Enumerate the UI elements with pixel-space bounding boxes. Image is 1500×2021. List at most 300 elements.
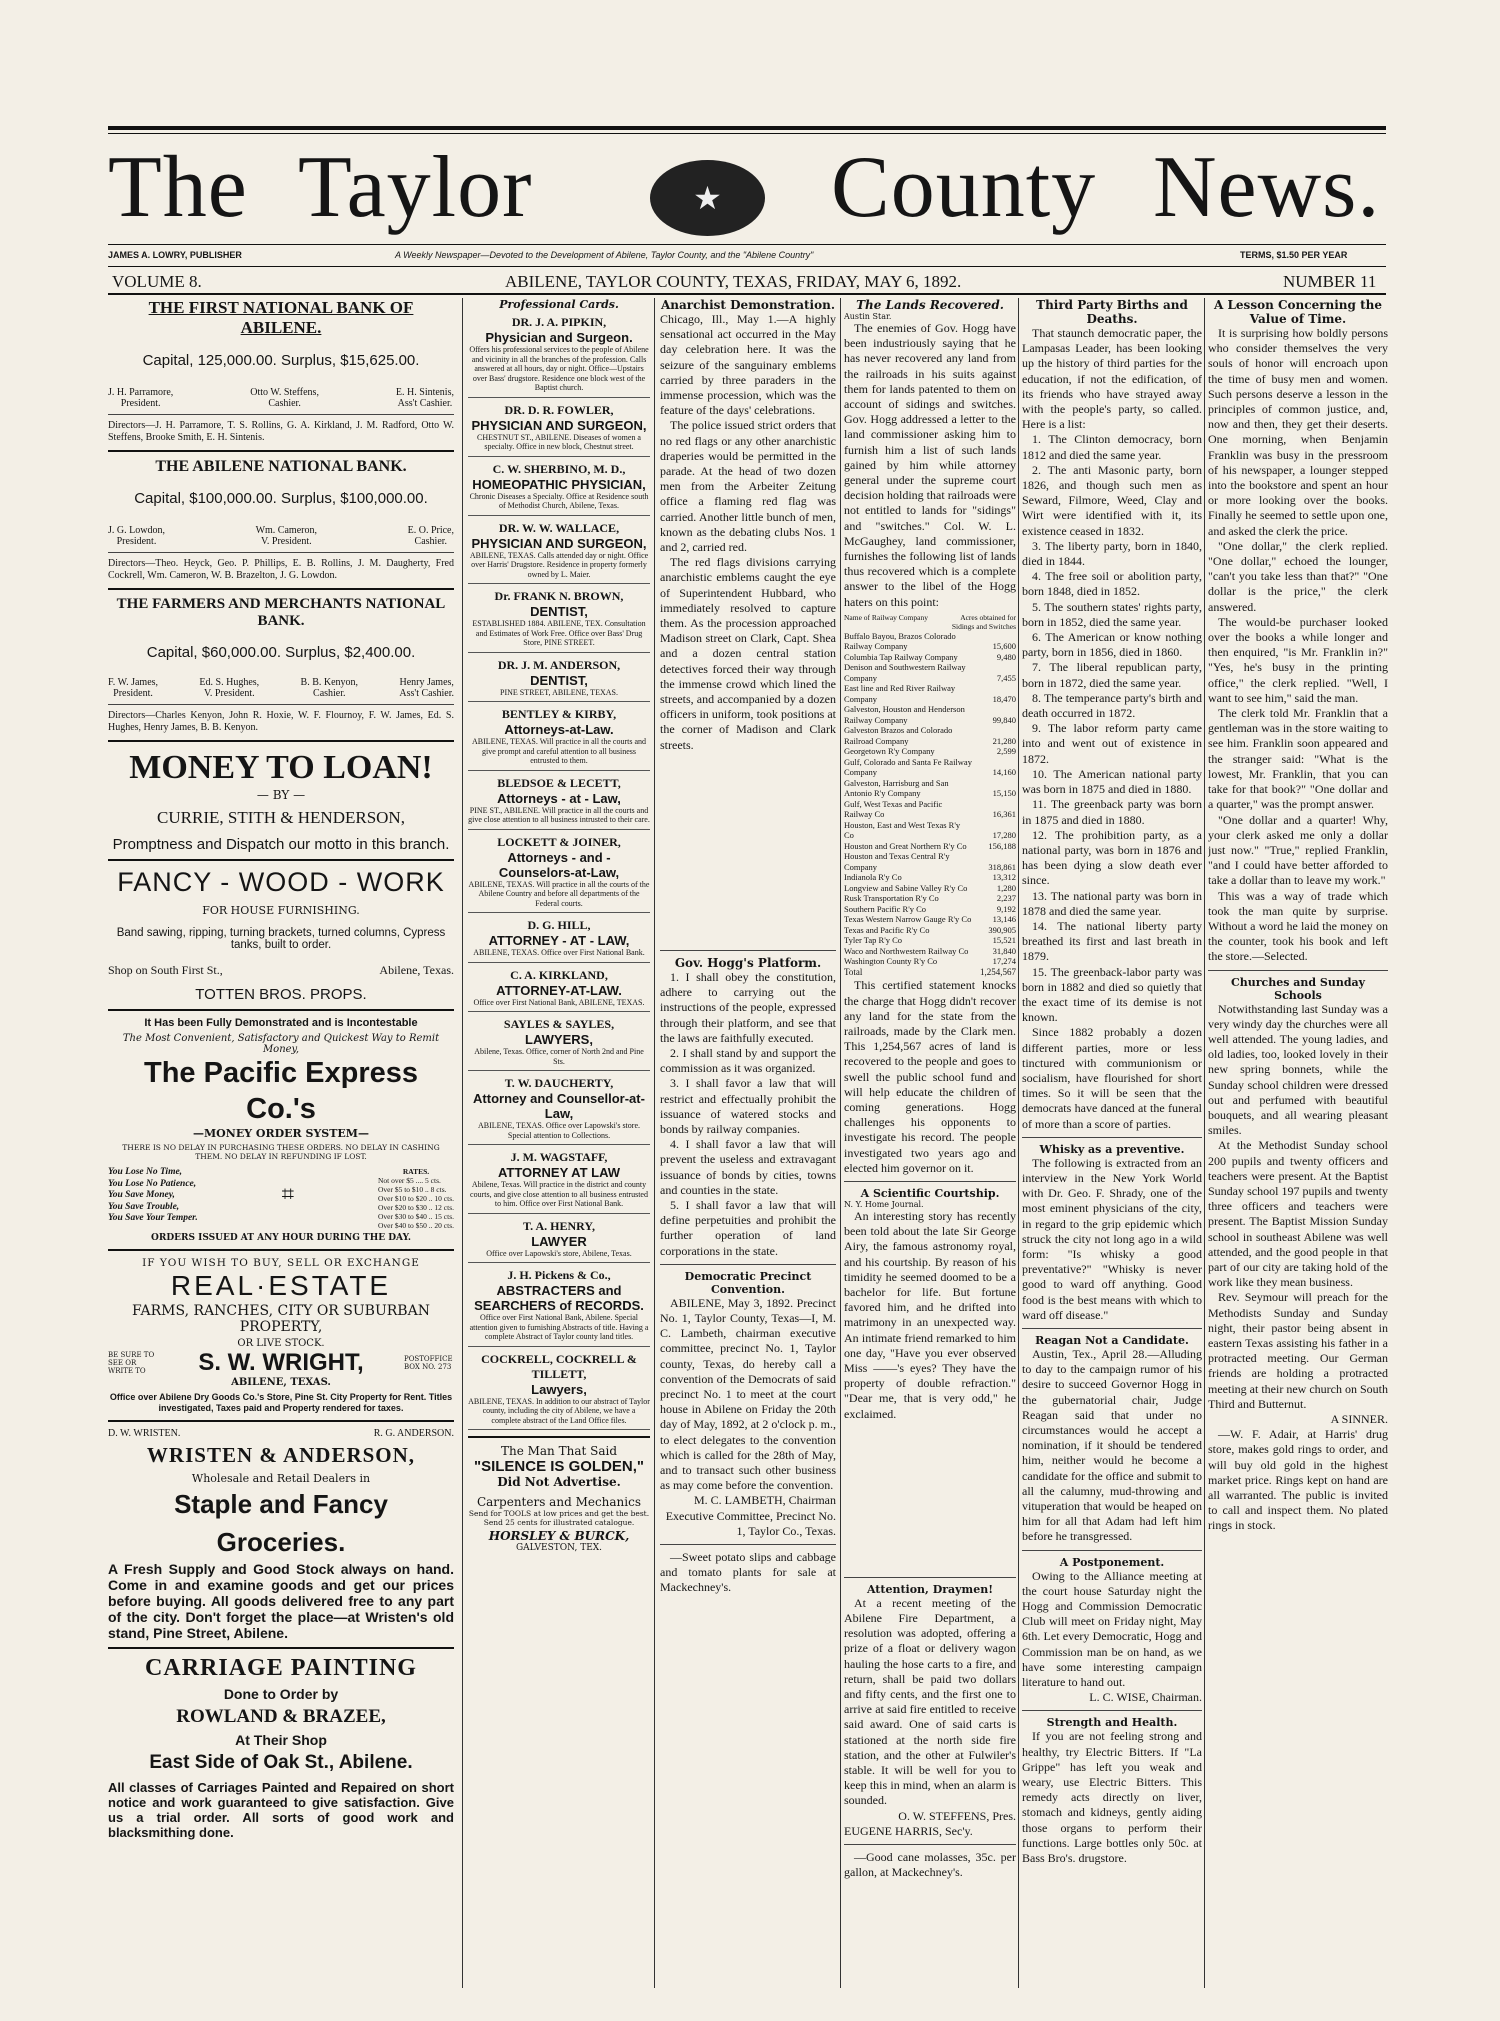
bank2-directors: Directors—Theo. Heyck, Geo. P. Phillips, E. B. Rollins, J. M. Daugherty, Fred Cockrell, Wm. Cameron, W. B. Brazelton, J. G. Lowdon. (108, 558, 454, 581)
card-title: HOMEOPATHIC PHYSICIAN, (472, 476, 646, 492)
rate-line: Over $5 to $10 .. 8 cts. (377, 1185, 447, 1194)
volume-label: VOLUME 8. (112, 272, 202, 291)
realestate-live: OR LIVE STOCK. (237, 1338, 325, 1349)
courtship-body: An interesting story has recently been told about the late Sir George Airy, the famous astronomy royal, and his courtship. By reason of his timidity he seemed doomed to be a bachelor for life. But fortune favored him, and he drifted into matrimony in an unexpected way. An intimate friend remarked to him one day, "Have you ever observed Miss ——'s eyes? They have the property of double refraction." "Dear me, that is very odd," he exclaimed. (844, 1209, 1016, 1421)
rate-line: Over $30 to $40 .. 15 cts. (377, 1212, 454, 1221)
masthead-bottom-rule (108, 244, 1386, 245)
grocery-owners (108, 1428, 454, 1439)
divider (844, 1181, 1016, 1182)
card-name: COCKRELL, COCKRELL & TILLETT, (481, 1351, 637, 1381)
acres-value: 9,480 (996, 651, 1016, 662)
table-row (844, 851, 1016, 872)
churches-p2: At the Methodist Sunday school 200 pupils and twenty officers and teachers were present. At the Baptist Sunday school 197 pupils and twenty three officers and teachers were present. The Baptist Mission Sunday school in southeast Abilene was well attended, and the good people in that part of our city are taking hold of the work like they mean business. (1208, 1138, 1388, 1290)
acres-value: 7,455 (996, 672, 1016, 683)
strength-headline: Strength and Health. (1046, 1716, 1178, 1730)
table-row (844, 757, 1016, 778)
card-title: PHYSICIAN AND SURGEON, (471, 417, 647, 433)
masthead-top-rule (108, 126, 1386, 130)
bank3-capital: Capital, $60,000.00. Surplus, $2,400.00. (146, 644, 416, 661)
churches-signature: A SINNER. (1330, 1412, 1388, 1427)
column-rule (462, 298, 463, 1988)
rate-line: Not over $5 .... 5 cts. (377, 1176, 441, 1185)
officer-name: B. B. Kenyon, (300, 677, 359, 688)
list-item: 5. The southern states' rights party, born in 1852, died the same year. (1022, 599, 1202, 629)
acres-value: 15,521 (992, 935, 1016, 946)
lesson-p2: "One dollar," the clerk replied. "One dollar," echoed the lounger, "can't you take less than that?" "One dollar is the price," the clerk answered. (1208, 538, 1388, 614)
card-name: BENTLEY & KIRBY, (501, 707, 617, 721)
publisher-line: JAMES A. LOWRY, PUBLISHER (108, 250, 242, 260)
professional-cards-heading: Professional Cards. (499, 298, 619, 311)
officer-name: J. H. Parramore, (108, 387, 174, 398)
card-body: CHESTNUT ST., ABILENE. Diseases of women a specialty. Office in new block, Chestnut street. (477, 432, 641, 451)
bank2-officers (108, 525, 454, 547)
list-item: 14. The national liberty party breathed its first and last breath in 1879. (1022, 918, 1202, 964)
money-motto: Promptness and Dispatch our motto in this branch. (112, 836, 450, 853)
tagline: A Weekly Newspaper—Devoted to the Development of Abilene, Taylor County, and the "Abilene Country" (395, 250, 814, 260)
card-title: DENTIST, (530, 604, 588, 619)
professional-card (468, 918, 650, 963)
card-title: PHYSICIAN AND SURGEON, (471, 535, 647, 551)
divider (1022, 1137, 1202, 1138)
terms-line: TERMS, $1.50 PER YEAR (1240, 250, 1348, 260)
carriage-body: All classes of Carriages Painted and Repaired on short notice and work guaranteed to give satisfaction. Give us a trial order. All sorts of good work and blacksmithing done. (108, 1780, 454, 1840)
card-body: ABILENE, TEXAS. Will practice in all the courts and give prompt and careful attention to all business entrusted to them. (471, 737, 646, 765)
card-body: Abilene, Texas. Will practice in the district and county courts, and give close attention to all business entrusted to him. Office over First National Bank. (470, 1180, 648, 1208)
railway-name: Houston, East and West Texas R'y Co (844, 819, 961, 841)
table-row (844, 914, 1016, 925)
bank1-capital: Capital, 125,000.00. Surplus, $15,625.00. (142, 352, 420, 369)
professional-card (468, 968, 650, 1013)
table-row (844, 820, 1016, 841)
lands-source: Austin Star. (844, 312, 892, 321)
dateline-top-rule (108, 266, 1386, 267)
card-body: ESTABLISHED 1884. ABILENE, TEX. Consultation and Estimates of Work Free. Office over Bass' Drug Store, PINE STREET. (472, 619, 646, 647)
grocery-headline: Staple and Fancy Groceries. (174, 1489, 388, 1557)
rates-label: RATES. (402, 1167, 430, 1176)
divider (108, 740, 454, 742)
carriage-headline: CARRIAGE PAINTING (145, 1655, 417, 1681)
table-row (844, 799, 1016, 820)
lesson-p4: The clerk told Mr. Franklin that a gentleman was in the store waiting to see him. Franklin soon appeared and the stranger said: "What is the lowest, Mr. Franklin, that you can take for that book?" "One dollar and a quarter," was the prompt answer. (1208, 706, 1388, 812)
card-body: Chronic Diseases a Specialty. Office at Residence south of Methodist Church, Abilene, Texas. (469, 491, 649, 510)
divider (108, 1647, 454, 1649)
lattice-ornament-icon: ⌗ (281, 1182, 295, 1207)
benefit-line: You Save Your Temper. (108, 1213, 198, 1223)
wood-shop (108, 963, 454, 978)
card-body: PINE STREET, ABILENE, TEXAS. (500, 687, 618, 697)
railway-name: East line and Red River Railway Company (844, 683, 956, 704)
railway-name: Southern Pacific R'y Co (844, 903, 927, 914)
divider (108, 859, 454, 861)
acres-value: 99,840 (992, 714, 1016, 725)
list-item: 6. The American or know nothing party, born in 1856, died in 1860. (1022, 630, 1202, 660)
wood-props: TOTTEN BROS. PROPS. (195, 986, 367, 1003)
card-name: D. G. HILL, (527, 918, 591, 932)
lands-p2: This certified statement knocks the charge that Hogg didn't recover any land for the state from the railroads, made by the Clark men. This 1,254,567 acres of land is recovered to the people and goes to swell the public school fund and will help educate the children of coming generations. Hogg challenges his opponents to investigate his record. The people investigated two years ago and elected him governor on it. (844, 978, 1016, 1175)
third-party-conclusion: Since 1882 probably a dozen different parties, more or less tinctured with communionism or socialism, have flourished for short times. So it will be seen that the democrats have danced at the funeral of more than a score of parties. (1022, 1025, 1202, 1131)
professional-card (468, 1150, 650, 1214)
hogg-p4: 4. I shall favor a law that will prevent the useless and extravagant issuance of bonds by cities, towns and counties in the state. (660, 1137, 836, 1197)
lands-p1: The enemies of Gov. Hogg have been industriously saying that he has never recovered any land from the railroads in his suits against them for lands patented to them on account of sidings and switches. Gov. Hogg addressed a letter to the land commissioner asking him to furnish him a list of such lands gained by him while attorney general under the supreme court decision holding that railroads were not entitled to lands for "sidings" and "switches." Col. W. L. McGaughey, land commissioner, furnishes the following list of lands thus recovered which is a complete answer to the libel of the Hogg haters on this point: (844, 321, 1016, 609)
card-name: DR. J. M. ANDERSON, (497, 657, 621, 672)
masthead-word-news: News. (1153, 139, 1381, 236)
acres-value: 31,840 (992, 945, 1016, 956)
officer-title: Ass't Cashier. (399, 688, 454, 699)
column-4-news (844, 298, 1016, 1988)
carriage-firm: ROWLAND & BRAZEE, (176, 1706, 386, 1727)
bank2-capital: Capital, $100,000.00. Surplus, $100,000.00. (134, 490, 428, 507)
masthead-word-the: The (108, 139, 248, 236)
card-body: PINE ST., ABILENE. Will practice in all the courts and give close attention to all business intrusted to their care. (468, 805, 650, 824)
divider (660, 950, 836, 951)
benefit-line: You Lose No Patience, (108, 1178, 197, 1189)
rate-line: Over $10 to $20 .. 10 cts. (377, 1194, 454, 1203)
column-rule (1204, 298, 1205, 1988)
divider (1022, 1710, 1202, 1711)
masthead-word-taylor: Taylor (298, 139, 533, 236)
list-item: 10. The American national party was born in 1875 and died in 1880. (1022, 766, 1202, 797)
card-title: LAWYERS, (525, 1032, 593, 1047)
professional-card (468, 462, 650, 516)
realestate-right: POSTOFFICE BOX NO. 273 (403, 1355, 453, 1371)
express-issued: ORDERS ISSUED AT ANY HOUR DURING THE DAY. (151, 1233, 411, 1243)
column-6-news (1208, 298, 1388, 1988)
hogg-p3: 3. I shall favor a law that will restrict and effectually prohibit the issuance of watered stocks and bonds by railway companies. (660, 1076, 836, 1136)
acres-value: 17,274 (992, 956, 1016, 967)
money-firm: CURRIE, STITH & HENDERSON, (157, 808, 405, 827)
railway-name: Georgetown R'y Company (844, 746, 935, 757)
acres-value: 13,146 (992, 914, 1016, 925)
divider (1022, 1328, 1202, 1329)
bank1-name: THE FIRST NATIONAL BANK OF ABILENE. (148, 298, 414, 337)
lands-table-head-name: Name of Railway Company (844, 612, 928, 622)
divider (468, 1436, 650, 1438)
churches-p1: Notwithstanding last Sunday was a very windy day the churches were all well attended. The young ladies, and old ladies, too, looked lovely in their new spring bonnets, while the Sunday school children were dressed out and perfumed with beautiful bouquets, and all wearing pleasant smiles. (1208, 1001, 1388, 1138)
acres-value: 9,192 (996, 903, 1016, 914)
carriage-done: Done to Order by (223, 1686, 339, 1702)
hogg-p2: 2. I shall stand by and support the commission as it was organized. (660, 1045, 836, 1076)
reagan-headline: Reagan Not a Candidate. (1035, 1334, 1189, 1347)
express-name: The Pacific Express Co.'s (143, 1057, 419, 1125)
table-row (844, 746, 1016, 757)
list-item: 4. The free soil or abolition party, born 1848, died in 1852. (1022, 569, 1202, 599)
hogg-p5: 5. I shall favor a law that will define perpetuities and prohibit the further operation of land corporations in the state. (660, 1197, 836, 1258)
carpenters-body: Send for TOOLS at low prices and get the best. Send 25 cents for illustrated catalogue. (468, 1509, 650, 1527)
masthead-top-rule-thin (108, 133, 1386, 134)
railway-name: Tyler Tap R'y Co (844, 935, 903, 946)
railway-name: Washington County R'y Co (844, 956, 938, 967)
acres-value: 1,280 (996, 882, 1016, 893)
card-title: Physician and Surgeon. (485, 330, 633, 345)
acres-value: 318,861 (988, 861, 1016, 872)
divider (844, 1577, 1016, 1578)
column-3-news (660, 298, 836, 1988)
realestate-name: S. W. WRIGHT, (198, 1349, 364, 1376)
grocery-owner-right: R. G. ANDERSON. (373, 1428, 454, 1439)
wood-shop-city: Abilene, Texas. (379, 963, 454, 977)
lands-table (844, 631, 1016, 967)
card-name: T. A. HENRY, (523, 1218, 595, 1233)
postponement-body: Owing to the Alliance meeting at the court house Saturday night the Hogg and Commission Democratic Club will meet on Friday night, May 6th. Let every Democratic, Hogg and Commission man be on hand, as we have some interesting campaign literature to hand out. (1022, 1568, 1202, 1690)
card-body: ABILENE, TEXAS. Office over First National Bank. (473, 948, 645, 957)
carpenters: Carpenters and Mechanics (476, 1495, 642, 1509)
article-continuation (660, 753, 836, 945)
lesson-p6: This was a way of trade which took the man quite by surprise. Without a word he laid the money on the counter, took his book and left the store.—Selected. (1208, 888, 1388, 964)
divider (108, 1009, 454, 1011)
benefit-line: You Save Money, (108, 1190, 175, 1200)
dateline: ABILENE, TAYLOR COUNTY, TEXAS, FRIDAY, MAY 6, 1892. (505, 272, 962, 291)
card-title: Attorneys-at-Law. (504, 722, 614, 737)
officer-name: Henry James, (399, 677, 454, 688)
railway-name: Galveston, Harrisburg and San Antonio R'y Company (844, 777, 949, 799)
express-system: —MONEY ORDER SYSTEM— (193, 1127, 369, 1140)
lands-table-head-acres: Acres obtained for Sidings and Switches (951, 612, 1016, 631)
acres-value: 2,599 (996, 746, 1016, 757)
acres-value: 15,600 (992, 641, 1016, 652)
horsley-city: GALVESTON, TEX. (515, 1543, 603, 1553)
card-body: Offers his professional services to the people of Abilene and vicinity in all the branches of the profession. Calls answered at all hours, day or night. Office—Upstairs over Bass' drugstore. Residence one block west of the Baptist church. (469, 345, 649, 392)
lands-total (844, 967, 1016, 979)
railway-name: Rusk Transportation R'y Co (844, 893, 939, 904)
hogg-platform-headline: Gov. Hogg's Platform. (674, 955, 822, 970)
card-body: Office over First National Bank, Abilene. Special attention given to furnishing Abstracts of title. Having a complete Abstract of Taylor county land titles. (469, 1313, 649, 1341)
realestate-kinds: FARMS, RANCHES, CITY OR SUBURBAN PROPERTY, (132, 1303, 430, 1335)
officer-name: F. W. James, (108, 677, 159, 688)
bank3-officers (108, 677, 454, 699)
officer-title: Cashier. (268, 398, 301, 409)
table-row (844, 841, 1016, 852)
draymen-sig2: EUGENE HARRIS, Sec'y. (844, 1823, 973, 1838)
express-rates (378, 1167, 454, 1230)
officer-title: Ass't Cashier. (397, 398, 453, 409)
card-name: LOCKETT & JOINER, (497, 834, 621, 849)
money-by: — BY — (256, 788, 306, 802)
anarchist-p3: The red flags divisions carrying anarchistic emblems caught the eye of Superintendent Hubbard, who immediately resolved to capture them. As the procession approached Madison street on Clark, Capt. Shea and a dozen central station detectives forced their way through the immense crowd which lined the streets, and accompanied by a dozen officers in uniform, took positions at the corner of Madison and Clark streets. (660, 555, 836, 752)
railway-name: Indianola R'y Co (844, 872, 902, 883)
railway-name: Texas Western Narrow Gauge R'y Co (844, 914, 972, 925)
divider (108, 1420, 454, 1422)
railway-name: Houston and Texas Central R'y Company (844, 851, 950, 872)
wood-sub: FOR HOUSE FURNISHING. (202, 904, 360, 917)
grocery-body: A Fresh Supply and Good Stock always on hand. Come in and examine goods and get our prices before buying. All goods delivered free to any part of the city. Don't forget the place—at Wristen's old stand, Pine Street, Abilene. (108, 1561, 454, 1641)
express-convenient: The Most Convenient, Satisfactory and Quickest Way to Remit Money, (122, 1033, 440, 1055)
railway-name: Galveston, Houston and Henderson Railway Company (844, 704, 965, 725)
officer-name: J. G. Lowdon, (108, 525, 165, 536)
card-title: LAWYER (531, 1233, 587, 1249)
professional-card (468, 1219, 650, 1264)
card-name: DR. J. A. PIPKIN, (511, 315, 607, 329)
professional-card (468, 1352, 650, 1431)
professional-card (468, 521, 650, 585)
whisky-headline: Whisky as a preventive. (1039, 1142, 1185, 1156)
express-benefits (108, 1167, 198, 1230)
table-row (844, 872, 1016, 883)
railway-name: Texas and Pacific R'y Co (844, 924, 930, 935)
railway-name: Columbia Tap Railway Company (844, 651, 958, 662)
professional-card (468, 589, 650, 653)
acres-value: 390,905 (988, 924, 1016, 935)
article-continuation (844, 1422, 1016, 1572)
realestate-left: BE SURE TO SEE OR WRITE TO (108, 1351, 155, 1375)
third-party-headline: Third Party Births and Deaths. (1036, 298, 1188, 326)
list-item: 12. The prohibition party, as a national party, was born in 1876 and has been dying a slow death ever since. (1022, 827, 1202, 888)
realestate-wish: IF YOU WISH TO BUY, SELL OR EXCHANGE (142, 1257, 420, 1269)
convention-body: ABILENE, May 3, 1892. Precinct No. 1, Taylor County, Texas—I, M. C. Lambeth, chairman executive committee, precinct No. 1, Taylor county, Texas, do hereby call a convention of the Democrats of said precinct No. 1 to meet at the court house in Abilene on Friday the 20th day of May, 1892, at 2 o'clock p. m., to elect delegates to the convention which is called for the 28th of May, and to transact such other business as may come before the convention. (660, 1295, 836, 1493)
officer-title: President. (116, 536, 157, 547)
divider (108, 450, 454, 452)
table-row (844, 935, 1016, 946)
sweet-potato-notice: —Sweet potato slips and cabbage and tomato plants for sale at Mackechney's. (660, 1550, 836, 1595)
list-item: 8. The temperance party's birth and death occurred in 1872. (1022, 690, 1202, 721)
divider (108, 1249, 454, 1251)
table-row (844, 925, 1016, 936)
acres-value: 15,150 (992, 788, 1016, 799)
railway-name: Galveston Brazos and Colorado Railroad Company (844, 725, 953, 746)
card-title: Attorneys - and - Counselors-at-Law, (498, 849, 620, 880)
professional-card (468, 1017, 650, 1071)
table-row (844, 704, 1016, 725)
grocery-owner-left: D. W. WRISTEN. (108, 1428, 181, 1439)
card-title: DENTIST, (530, 672, 588, 688)
money-to-loan-headline: MONEY TO LOAN! (129, 749, 433, 786)
column-rule (654, 298, 655, 1988)
realestate-office: Office over Abilene Dry Goods Co.'s Store, Pine St. City Property for Rent. Titles investigated, Taxes paid and Property rendered for taxes. (109, 1392, 453, 1413)
card-title: Attorney and Counsellor-at-Law, (473, 1091, 645, 1121)
officer-name: Wm. Cameron, (255, 525, 317, 536)
card-name: BLEDSOE & LECETT, (497, 775, 621, 790)
realestate-headline: REAL·ESTATE (170, 1270, 392, 1301)
issue-number: NUMBER 11 (1283, 272, 1377, 291)
acres-value: 156,188 (988, 840, 1016, 851)
column-rule (1018, 298, 1019, 1988)
realestate-city: ABILENE, TEXAS. (231, 1377, 331, 1388)
card-body: ABILENE, TEXAS. Calls attended day or night. Office over Harris' Drugstore. Residence in property formerly owned by L. Maier. (469, 550, 649, 579)
table-row (844, 893, 1016, 904)
railway-name: Denison and Southwestern Railway Company (844, 662, 966, 683)
lesson-p5: "One dollar and a quarter! Why, your clerk asked me only a dollar just now." "True," replied Franklin, "and I could have better afforded to take a dollar than to leave my work." (1208, 812, 1388, 888)
horsley-firm: HORSLEY & BURCK, (488, 1529, 630, 1543)
bank3-name: THE FARMERS AND MERCHANTS NATIONAL BANK. (116, 596, 446, 629)
third-party-list (1022, 432, 1202, 1025)
benefit-line: You Lose No Time, (108, 1167, 183, 1177)
card-body: ABILENE, TEXAS. Office over Lapowski's store. Special attention to Collections. (477, 1121, 640, 1140)
table-row (844, 662, 1016, 683)
texas-star-seal-icon: ★ (650, 160, 765, 236)
convention-headline: Democratic Precinct Convention. (684, 1269, 812, 1296)
professional-card (468, 1076, 650, 1145)
masthead-word-county: County (831, 139, 1097, 236)
column-rule (840, 298, 841, 1988)
list-item: 13. The national party was born in 1878 and died the same year. (1022, 888, 1202, 918)
officer-name: E. H. Sintenis, (395, 387, 454, 398)
express-demo: It Has been Fully Demonstrated and is Incontestable (144, 1017, 418, 1029)
convention-signature: M. C. LAMBETH, Chairman Executive Committee, Precinct No. 1, Taylor Co., Texas. (665, 1493, 836, 1538)
railway-name: Waco and Northwestern Railway Co (844, 945, 969, 956)
bank2-name: THE ABILENE NATIONAL BANK. (155, 458, 407, 475)
card-title: ATTORNEY-AT-LAW. (496, 982, 622, 998)
table-row (844, 946, 1016, 957)
rate-line: Over $20 to $30 .. 12 cts. (377, 1203, 454, 1212)
professional-card (468, 776, 650, 830)
list-item: 15. The greenback-labor party was born in 1882 and died so quietly that the exact time of its demise is not known. (1022, 964, 1202, 1025)
card-body: Abilene, Texas. Office, corner of North 2nd and Pine Sts. (474, 1047, 644, 1066)
officer-title: V. President. (260, 536, 312, 547)
list-item: 1. The Clinton democracy, born 1812 and died the same year. (1022, 432, 1202, 462)
postponement-headline: A Postponement. (1059, 1555, 1165, 1569)
dateline-bottom-rule (108, 293, 1386, 295)
third-party-intro: That staunch democratic paper, the Lampasas Leader, has been looking up the history of third parties for the education, if not the edification, of its friends who have strayed away with the people's party, so called. Here is a list: (1022, 326, 1202, 432)
card-name: J. H. Pickens & Co., (507, 1268, 611, 1282)
acres-value: 14,160 (992, 767, 1016, 778)
table-row (844, 725, 1016, 746)
strength-body: If you are not feeling strong and healthy, try Electric Bitters. If "La Grippe" has left you weak and weary, use Electric Bitters. This remedy acts directly on liver, stomach and kidneys, gently aiding those organs to perform their functions. Large bottles only 50c. at Bass Bro's. drugstore. (1022, 1729, 1202, 1866)
officer-title: V. President. (203, 688, 255, 699)
list-item: 3. The liberty party, born in 1840, died in 1844. (1022, 538, 1202, 569)
railway-name: Gulf, West Texas and Pacific Railway Co (844, 798, 943, 820)
table-row (844, 883, 1016, 894)
card-title: ATTORNEY AT LAW (497, 1165, 621, 1180)
card-name: C. A. KIRKLAND, (510, 967, 608, 982)
divider (108, 588, 454, 590)
officer-name: Ed. S. Hughes, (199, 677, 260, 688)
professional-card (468, 1268, 650, 1347)
anarchist-p1: Chicago, Ill., May 1.—A highly sensational act occurred in the May day celebration here. It was the seizure of the sanguinary emblems carried by three paraders in the immense procession, which was the feature of the days' celebrations. (660, 312, 836, 418)
molasses-notice: —Good cane molasses, 35c. per gallon, at Mackechney's. (844, 1850, 1016, 1880)
anarchist-headline: Anarchist Demonstration. (660, 298, 836, 312)
divider (660, 1544, 836, 1545)
benefit-line: You Save Trouble, (108, 1201, 180, 1212)
card-title: Lawyers, (531, 1381, 587, 1397)
railway-name: Gulf, Colorado and Santa Fe Railway Company (844, 756, 972, 778)
rate-line: Over $40 to $50 .. 20 cts. (377, 1221, 454, 1230)
lesson-headline: A Lesson Concerning the Value of Time. (1214, 298, 1382, 326)
card-body: Office over First National Bank, ABILENE, TEXAS. (473, 997, 645, 1007)
professional-card (468, 658, 650, 703)
card-name: T. W. DAUCHERTY, (504, 1076, 614, 1090)
draymen-sig1: O. W. STEFFENS, Pres. (898, 1808, 1016, 1823)
grocery-firm: WRISTEN & ANDERSON, (146, 1443, 416, 1467)
postponement-signature: L. C. WISE, Chairman. (1089, 1690, 1202, 1705)
wood-headline: FANCY - WOOD - WORK (117, 867, 445, 897)
table-row (844, 778, 1016, 799)
lands-total-value: 1,254,567 (980, 966, 1016, 977)
card-title: ABSTRACTERS and SEARCHERS of RECORDS. (474, 1283, 644, 1313)
silence-headline: "SILENCE IS GOLDEN," (473, 1458, 645, 1475)
rings-notice: —W. F. Adair, at Harris' drug store, makes gold rings to order, and will buy old gold in the highest market price. Rings kept on hand are all warranted. The public is invited to call and inspect them. No plated rings in stock. (1208, 1427, 1388, 1533)
list-item: 9. The labor reform party came into and went out of existence in 1872. (1022, 721, 1202, 766)
railway-name: Houston and Great Northern R'y Co (844, 840, 967, 851)
express-delay: THERE IS NO DELAY IN PURCHASING THESE ORDERS. NO DELAY IN CASHING THEM. NO DELAY IN REFUNDING IF LOST. (122, 1143, 440, 1161)
professional-card (468, 707, 650, 771)
table-row (844, 631, 1016, 652)
realestate-contact (108, 1349, 454, 1377)
silence-sub: Did Not Advertise. (497, 1475, 621, 1489)
acres-value: 18,470 (992, 693, 1016, 704)
professional-cards-list (468, 315, 650, 1430)
divider (844, 1844, 1016, 1845)
wood-shop-address: Shop on South First St., (108, 963, 223, 977)
card-name: DR. W. W. WALLACE, (498, 520, 620, 535)
card-body: Office over Lapowski's store, Abilene, Texas. (486, 1248, 632, 1258)
professional-card (468, 315, 650, 398)
officer-name: Otto W. Steffens, (250, 387, 319, 398)
divider (660, 1264, 836, 1265)
lesson-p3: The would-be purchaser looked over the books a while longer and then enquired, "is Mr. Franklin in?" "Yes, he's busy in the printing office," the clerk replied. "Well, I want to see him," said the man. (1208, 614, 1388, 705)
professional-card (468, 835, 650, 914)
table-row (844, 956, 1016, 967)
column-5-news (1022, 298, 1202, 1988)
acres-value: 16,361 (992, 809, 1016, 820)
